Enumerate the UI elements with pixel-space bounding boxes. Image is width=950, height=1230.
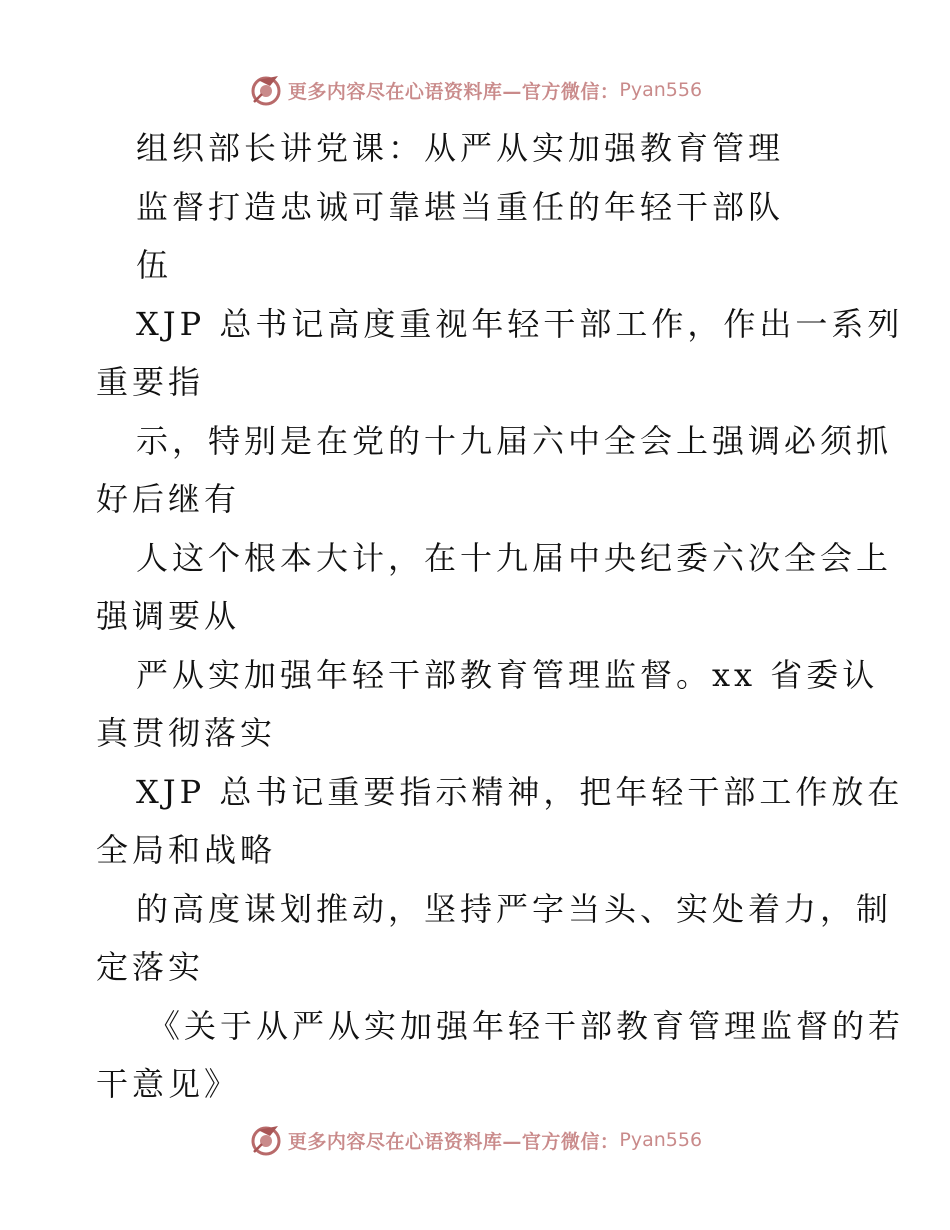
paragraph-line: 重要指 xyxy=(96,363,205,401)
paragraph-line: XJP 总书记重要指示精神，把年轻干部工作放在 xyxy=(136,772,904,811)
paragraph-line: 定落实 xyxy=(96,948,205,986)
paragraph-line: 人这个根本大计，在十九届中央纪委六次全会上 xyxy=(136,538,893,577)
watermark-id: Pyan556 xyxy=(619,1129,703,1151)
paragraph-line: 强调要从 xyxy=(96,597,241,635)
paragraph-line: 好后继有 xyxy=(96,480,241,518)
title-line-2: 监督打造忠诚可靠堪当重任的年轻干部队 xyxy=(136,187,785,226)
watermark-text: 更多内容尽在心语资料库—官方微信： xyxy=(287,1130,620,1153)
pen-logo-icon xyxy=(248,1122,284,1158)
paragraph-line: 全局和战略 xyxy=(96,831,277,869)
paragraph-line: 真贯彻落实 xyxy=(96,714,277,752)
paragraph-line: 《关于从严从实加强年轻干部教育管理监督的若 xyxy=(148,1006,905,1045)
watermark-id: Pyan556 xyxy=(619,79,703,101)
paragraph-line: 严从实加强年轻干部教育管理监督。xx 省委认 xyxy=(136,655,879,694)
watermark-text: 更多内容尽在心语资料库—官方微信： xyxy=(287,80,620,103)
paragraph-line: 干意见》 xyxy=(96,1065,241,1103)
title-line-1: 组织部长讲党课：从严从实加强教育管理 xyxy=(136,129,785,167)
pen-logo-icon xyxy=(248,72,284,108)
title-line-3: 伍 xyxy=(136,246,173,284)
paragraph-line: 示，特别是在党的十九届六中全会上强调必须抓 xyxy=(136,421,893,460)
paragraph-line: XJP 总书记高度重视年轻干部工作，作出一系列 xyxy=(136,304,904,343)
watermark-banner-bottom xyxy=(0,1118,950,1162)
document-body xyxy=(96,119,905,1114)
paragraph-line: 的高度谋划推动，坚持严字当头、实处着力，制 xyxy=(136,889,893,928)
watermark-banner-top xyxy=(0,68,950,112)
